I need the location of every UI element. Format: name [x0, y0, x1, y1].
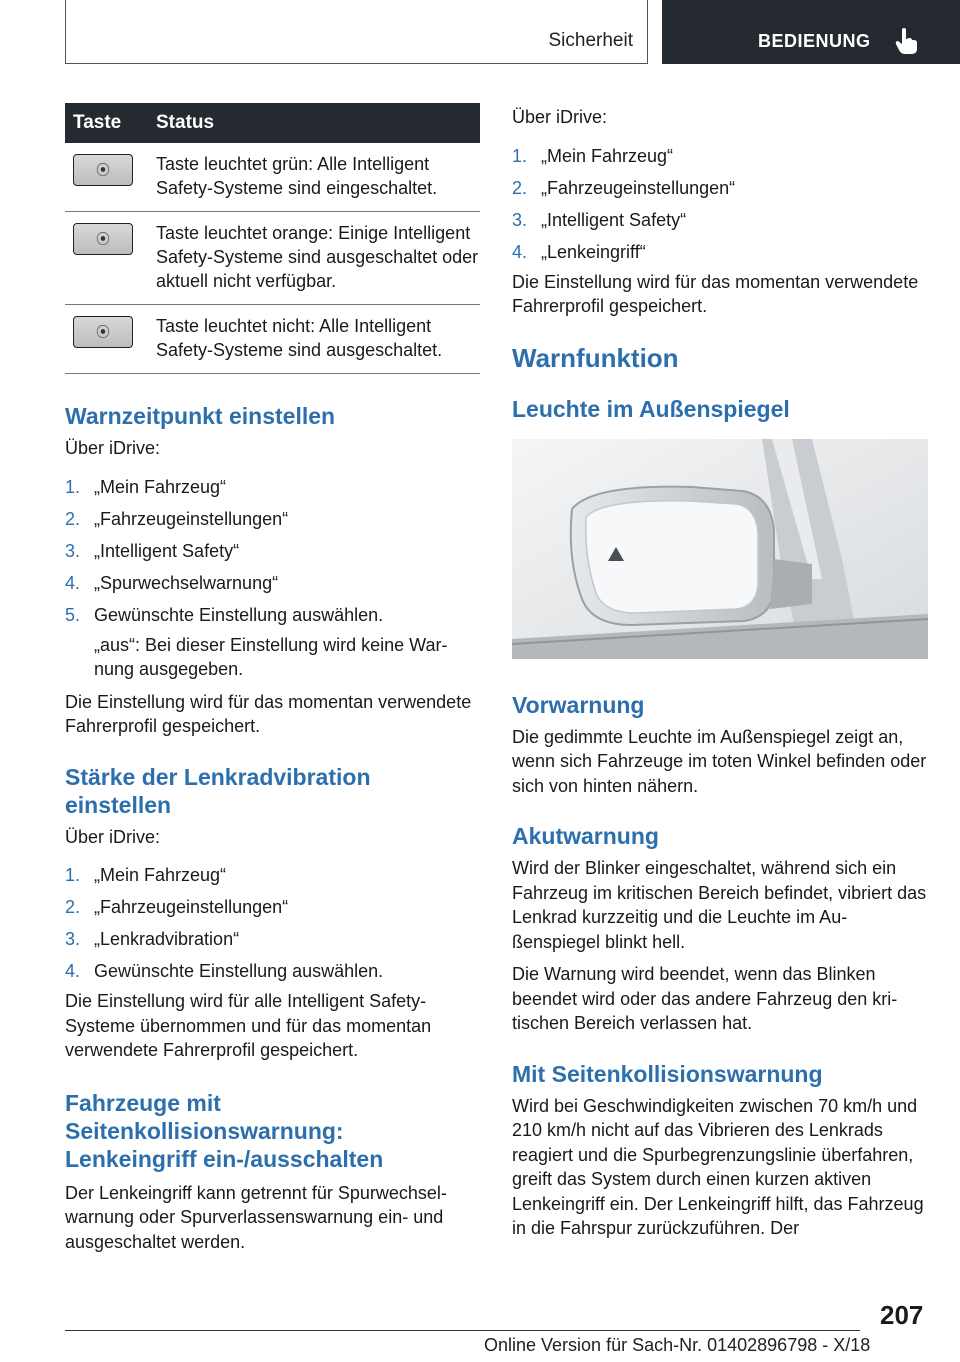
heading-lenkeingriff: Fahrzeuge mit Seitenkollisionswarnung: Lenkeingriff ein-/ausschalten — [65, 1089, 384, 1172]
list-item: 2. „Fahrzeugeinstellungen“ — [65, 897, 289, 917]
lenkradvibration-intro: Über iDrive: — [65, 826, 161, 847]
status-table-header — [65, 103, 480, 143]
akutwarnung-text2: Die Warnung wird beendet, wenn das Blinken beendet wird oder das andere Fahrzeug den kritischen Bereich verlassen hat. — [512, 964, 898, 1033]
pointing-hand-icon — [893, 27, 919, 55]
warnzeitpunkt-outro: Die Einstellung wird für das momentan verwendete Fahrerprofil gespeichert. — [65, 691, 472, 736]
table-row — [65, 305, 480, 374]
intelligent-safety-button-icon: ⦿ — [73, 223, 133, 255]
right-column — [512, 103, 928, 1241]
intelligent-safety-button-icon: ⦿ — [73, 154, 133, 186]
header-section-title: Sicherheit — [548, 30, 633, 51]
list-item: 3. „Intelligent Safety“ — [65, 540, 240, 561]
lenkradvibration-outro: Die Einstellung wird für alle Intelligent Safety-Systeme übernommen und für das momentan verwendete Fahrerprofil gespeichert. — [65, 991, 432, 1060]
table-cell-button — [65, 143, 156, 212]
intelligent-safety-button-icon: ⦿ — [73, 316, 133, 348]
list-item: 1. „Mein Fahrzeug“ — [512, 145, 674, 166]
table-cell-button — [65, 305, 156, 374]
list-item: 2. „Fahrzeugeinstellungen“ — [65, 508, 289, 529]
heading-vorwarnung: Vorwarnung — [512, 691, 645, 718]
warnzeitpunkt-steps — [65, 475, 480, 627]
list-item: 4. „Lenkeingriff“ — [512, 241, 646, 262]
lenkeingriff-steps — [512, 144, 928, 264]
table-cell-status: Taste leuchtet nicht: Alle Intelligent Safety-Systeme sind ausgeschaltet. — [156, 305, 480, 374]
lenkradvibration-steps — [65, 863, 480, 983]
left-column — [65, 103, 480, 1254]
right-intro: Über iDrive: — [512, 107, 608, 127]
header-chapter-title: BEDIENUNG — [758, 31, 871, 51]
table-cell-button — [65, 212, 156, 305]
heading-seitenkollision: Mit Seitenkollisionswarnung — [512, 1060, 823, 1087]
right-outro: Die Einstellung wird für das momentan verwendete Fahrerprofil gespeichert. — [512, 271, 919, 316]
heading-warnfunktion: Warnfunktion — [512, 342, 679, 373]
seitenkollision-text: Wird bei Geschwindigkeiten zwischen 70 km/h und 210 km/h nicht auf das Vibrieren des Lenkrads reagiert und die Spurbegrenzungslinie überfahren, greift das System durch einen kurzen aktiven Lenkeingriff ein. Der Lenkeingriff hilft, das Fahrzeug in die Fahrspur zurückzuführen. Der — [512, 1095, 924, 1238]
footer-divider — [65, 1330, 860, 1331]
table-row — [65, 143, 480, 212]
table-cell-status: Taste leuchtet orange: Einige Intelligent Safety-Systeme sind ausgeschaltet oder aktuell nicht verfügbar. — [156, 212, 480, 305]
table-header-status: Status — [156, 103, 480, 143]
list-item: 4. „Spurwechselwarnung“ — [65, 572, 279, 593]
heading-lenkradvibration: Stärke der Lenkradvibration einstellen — [65, 763, 371, 818]
list-item: 3. „Intelligent Safety“ — [512, 209, 687, 230]
status-table — [65, 103, 480, 374]
akutwarnung-text1: Wird der Blinker eingeschaltet, während sich ein Fahrzeug im kritischen Bereich befindet, vibriert das Lenkrad kurzzeitig und die Leuchte im Außenspiegel blinkt hell. — [512, 858, 927, 952]
list-item: 1. „Mein Fahrzeug“ — [65, 476, 227, 497]
list-item: 4. Gewünschte Einstellung auswählen. — [65, 961, 384, 981]
heading-akutwarnung: Akutwarnung — [512, 823, 659, 849]
table-cell-status: Taste leuchtet grün: Alle Intelligent Safety-Systeme sind eingeschaltet. — [156, 143, 480, 212]
list-item: 1. „Mein Fahrzeug“ — [65, 865, 227, 885]
table-row — [65, 212, 480, 305]
list-item: 5. Gewünschte Einstellung auswählen. — [65, 604, 384, 625]
warnzeitpunkt-intro: Über iDrive: — [65, 438, 161, 458]
table-header-taste: Taste — [65, 103, 156, 143]
page-number: 207 — [880, 1300, 924, 1330]
heading-leuchte-aussenspiegel: Leuchte im Außenspiegel — [512, 395, 790, 422]
heading-warnzeitpunkt: Warnzeitpunkt einstellen — [65, 403, 336, 429]
side-mirror-illustration — [512, 439, 928, 659]
list-item: 2. „Fahrzeugeinstellungen“ — [512, 177, 736, 198]
warnzeitpunkt-note: „aus“: Bei dieser Einstellung wird keine Warnung ausgegeben. — [94, 634, 448, 679]
header-section-box — [65, 0, 648, 64]
lenkeingriff-text: Der Lenkeingriff kann getrennt für Spurwechselwarnung oder Spurverlassenswarnung ein- und ausgeschaltet werden. — [65, 1182, 447, 1252]
list-item: 3. „Lenkradvibration“ — [65, 929, 240, 949]
footer-online-version: Online Version für Sach-Nr. 01402896798 - X/18 — [484, 1335, 871, 1355]
vorwarnung-text: Die gedimmte Leuchte im Außenspiegel zeigt an, wenn sich Fahrzeuge im toten Winkel befinden oder sich von hinten nähern. — [512, 726, 927, 796]
